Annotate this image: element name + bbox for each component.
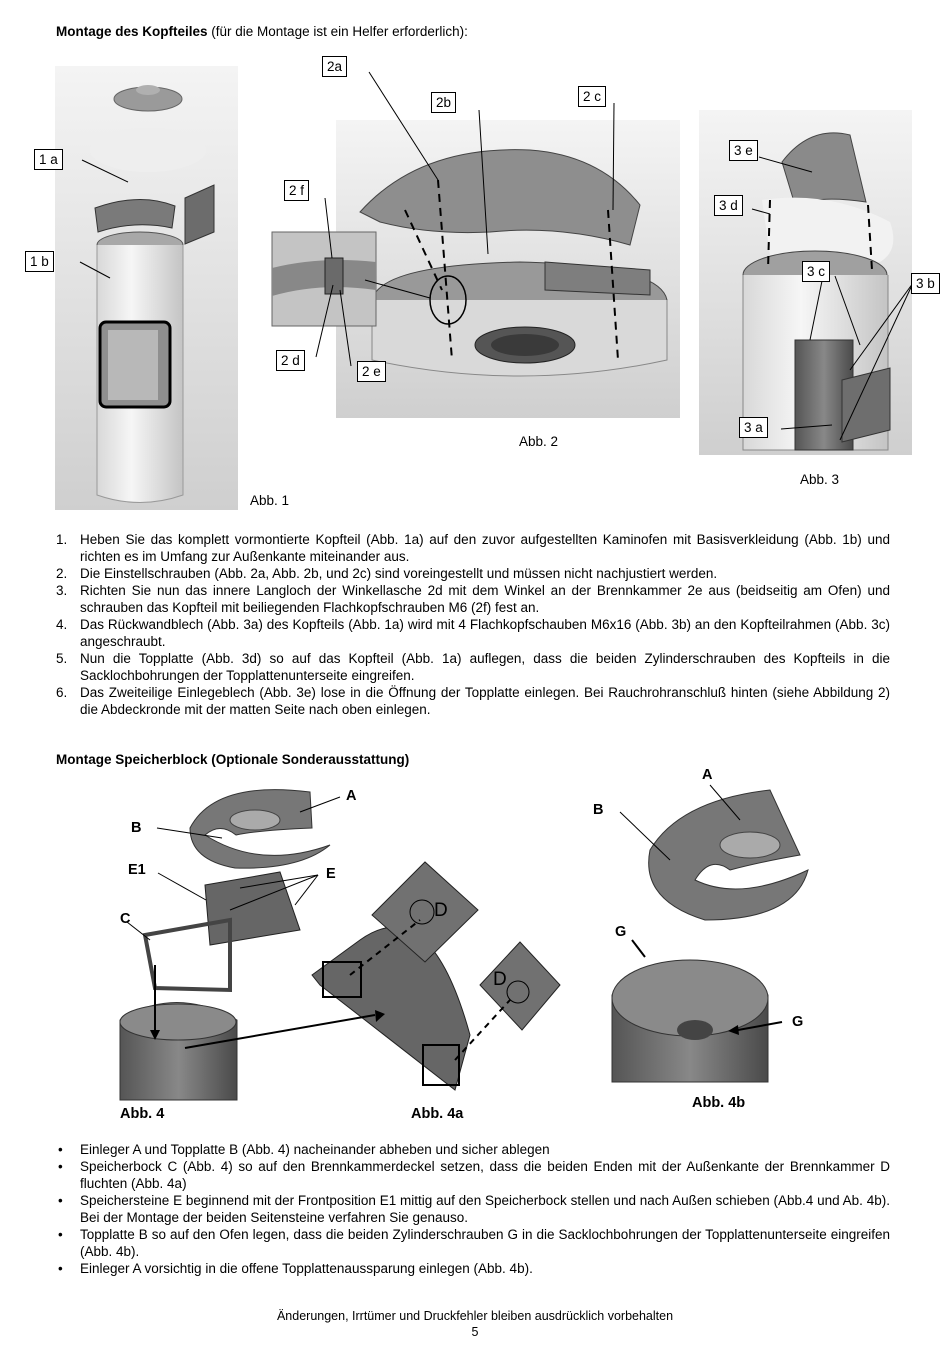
step-number: 4. (56, 617, 68, 632)
step-number: 2. (56, 566, 68, 581)
step-item (56, 582, 890, 616)
step-text: Die Einstellschrauben (Abb. 2a, Abb. 2b, und 2c) sind voreingestellt und müssen nicht nachjustiert werden. (80, 566, 718, 581)
label-e1-abb4: E1 (128, 862, 146, 878)
bullet-item (56, 1141, 890, 1158)
bullet-item (56, 1192, 890, 1226)
step-item (56, 684, 890, 718)
figure-abb4b (612, 790, 808, 1082)
figure-abb1 (55, 66, 238, 510)
caption-abb4b: Abb. 4b (692, 1095, 746, 1111)
label-1a: 1 a (34, 149, 63, 170)
caption-abb2: Abb. 2 (519, 434, 559, 449)
step-text: Das Rückwandblech (Abb. 3a) des Kopfteils (Abb. 1a) wird mit 4 Flachkopfschauben M6x16 (Abb. 3b) an den Kopfteilrahmen (Abb. 3c) angeschraubt. (80, 617, 890, 649)
section-title-speicherblock: Montage Speicherblock (Optionale Sonderausstattung) (56, 752, 410, 767)
step-item (56, 531, 890, 565)
bullet-item (56, 1260, 890, 1277)
bullet-text: Einleger A vorsichtig in die offene Topplattenaussparung einlegen (Abb. 4b). (80, 1261, 533, 1276)
label-e-abb4: E (326, 866, 336, 882)
step-text: Das Zweiteilige Einlegeblech (Abb. 3e) lose in die Öffnung der Topplatte einlegen. Bei Rauchrohranschluß hinten (siehe Abbildung 2) die Abdeckronde mit der matten Seite nach oben einlegen. (80, 685, 890, 717)
page-number: 5 (471, 1325, 479, 1339)
label-3b: 3 b (911, 273, 940, 294)
assembly-steps-list (56, 531, 890, 718)
label-2e: 2 e (357, 361, 386, 382)
figure-abb4 (120, 790, 330, 1100)
label-1b: 1 b (25, 251, 54, 272)
caption-abb3: Abb. 3 (800, 472, 840, 487)
bullet-text: Speichersteine E beginnend mit der Frontposition E1 mittig auf den Speicherbock stellen und nach Außen schieben (Abb.4 und Ab. 4b). Bei der Montage der beiden Seitensteine verfahren Sie genauso. (80, 1193, 890, 1225)
label-a-abb4b: A (702, 767, 713, 783)
label-b-abb4b: B (593, 802, 604, 818)
label-2d: 2 d (276, 350, 305, 371)
step-text: Nun die Topplatte (Abb. 3d) so auf das Kopfteil (Abb. 1a) auflegen, dass die beiden Zylinderschrauben des Kopfteils in die Sacklochbohrungen der Topplattenunterseite eingreifen. (80, 651, 890, 683)
footer-note: Änderungen, Irrtümer und Druckfehler bleiben ausdrücklich vorbehalten (276, 1309, 674, 1323)
page-footer (0, 1308, 950, 1340)
caption-abb1: Abb. 1 (250, 493, 290, 508)
label-3c: 3 c (802, 261, 830, 282)
bullet-text: Topplatte B so auf den Ofen legen, dass die beiden Zylinderschrauben G in die Sacklochbohrungen der Topplattenunterseite eingreifen (Abb. 4b). (80, 1227, 890, 1259)
label-b-abb4: B (131, 820, 142, 836)
section-title-rest: (für die Montage ist ein Helfer erforderlich): (207, 24, 468, 39)
step-item (56, 565, 890, 582)
step-text: Richten Sie nun das innere Langloch der Winkellasche 2d mit dem Winkel an der Brennkammer 2e aus (beidseitig am Ofen) und schrauben das Kopfteil mit beiliegenden Flachkopfschrauben M6 (2f) fest an. (80, 583, 890, 615)
caption-abb4a: Abb. 4a (411, 1106, 464, 1122)
bullet-text: Einleger A und Topplatte B (Abb. 4) nacheinander abheben und sicher ablegen (80, 1142, 550, 1157)
label-3e: 3 e (729, 140, 758, 161)
label-g-abb4b-right: G (792, 1014, 804, 1030)
section-title-bold: Montage des Kopfteiles (56, 24, 208, 39)
step-number: 6. (56, 685, 68, 700)
label-g-abb4b-left: G (615, 924, 627, 940)
label-2a: 2a (322, 56, 347, 77)
step-text: Heben Sie das komplett vormontierte Kopfteil (Abb. 1a) auf den zuvor aufgestellten Kaminofen mit Basisverkleidung (Abb. 1b) und richten es im Umfang zur Außenkante miteinander aus. (80, 532, 890, 564)
label-c-abb4: C (120, 911, 131, 927)
step-item (56, 616, 890, 650)
bullet-dot: • (58, 1142, 63, 1157)
bullet-dot: • (58, 1227, 63, 1242)
label-d-abb4a-top: D (434, 900, 448, 921)
step-number: 1. (56, 532, 68, 547)
label-2f: 2 f (284, 180, 309, 201)
bullet-item (56, 1158, 890, 1192)
label-3d: 3 d (714, 195, 743, 216)
figure-abb2 (272, 120, 680, 418)
caption-abb4: Abb. 4 (120, 1106, 165, 1122)
label-a-abb4: A (346, 788, 357, 804)
bullet-dot: • (58, 1261, 63, 1276)
step-number: 5. (56, 651, 68, 666)
label-2b: 2b (431, 92, 456, 113)
label-3a: 3 a (739, 417, 768, 438)
step-number: 3. (56, 583, 68, 598)
speicherblock-bullets-list (56, 1141, 890, 1277)
bullet-dot: • (58, 1159, 63, 1174)
label-2c: 2 c (578, 86, 606, 107)
figure-abb3 (699, 110, 912, 455)
label-d-abb4a-bottom: D (493, 969, 507, 990)
bullet-item (56, 1226, 890, 1260)
bullet-text: Speicherbock C (Abb. 4) so auf den Brennkammerdeckel setzen, dass die beiden Enden mit der Außenkante der Brennkammer D fluchten (Abb. 4a) (80, 1159, 890, 1191)
step-item (56, 650, 890, 684)
bullet-dot: • (58, 1193, 63, 1208)
